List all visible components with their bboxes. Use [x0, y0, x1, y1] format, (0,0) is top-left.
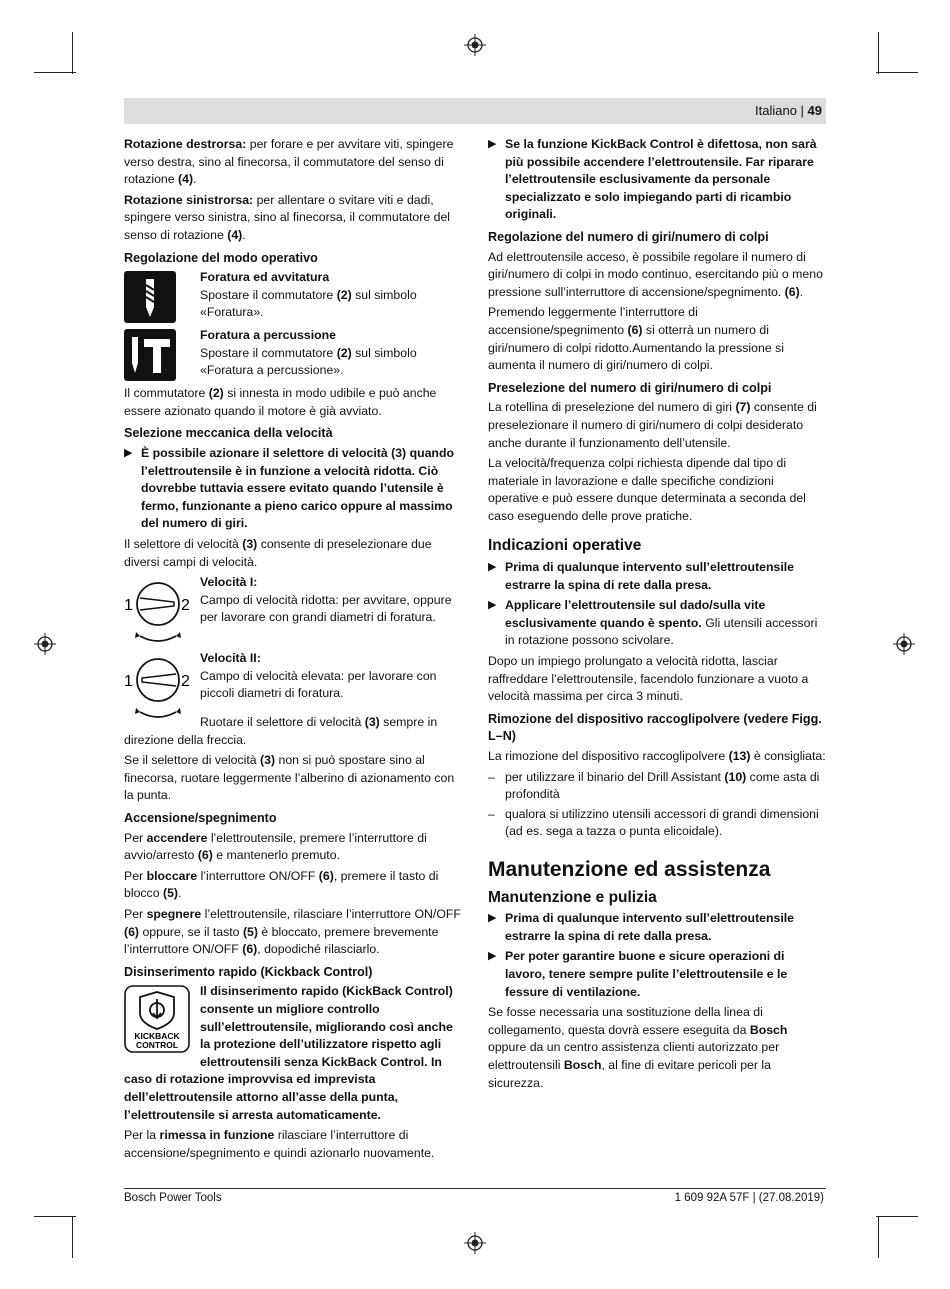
heading-dust: Rimozione del dispositivo raccoglipolvere (vedere Figg. L–N)	[488, 711, 822, 744]
svg-text:1: 1	[124, 673, 133, 691]
tip-apply-off: ▶ Applicare l’elettroutensile sul dado/sulla vite esclusivamente quando è spento. Gli utensili accessori in rotazione possono scivolare.	[488, 598, 818, 648]
clean-keep-clean: ▶ Per poter garantire buone e sicure operazioni di lavoro, tenere sempre pulite l’elettroutensile e le fessure di ventilazione.	[488, 949, 788, 999]
arrow-bullet-icon: ▶	[488, 912, 497, 925]
heading-onoff: Accensione/spegnimento	[124, 811, 277, 826]
svg-text:2: 2	[181, 597, 190, 615]
mode-drill-row: Foratura ed avvitatura Spostare il commutatore (2) sul simbolo «Foratura».	[124, 269, 462, 327]
dust-item-2: – qualora si utilizzino utensili accessori di grandi dimensioni (ad es. sega a tazza o punta elicoidale).	[488, 806, 819, 839]
arrow-bullet-icon: ▶	[488, 599, 497, 612]
heading-mode: Regolazione del modo operativo	[124, 250, 318, 265]
heading-cleaning: Manutenzione e pulizia	[488, 888, 657, 906]
left-column	[124, 136, 462, 1165]
switch-off: Per spegnere l’elettroutensile, rilasciare l’interruttore ON/OFF (6) oppure, se il tasto (5) è bloccato, premere brevemente l’interruttore ON/OFF (6), dopodiché rilasciarlo.	[124, 907, 461, 957]
heading-kickback: Disinserimento rapido (Kickback Control)	[124, 964, 373, 979]
drill-symbol-icon	[124, 271, 176, 323]
crop-mark	[34, 1216, 76, 1217]
mode-impact-row: Foratura a percussione Spostare il commutatore (2) sul simbolo «Foratura a percussione».	[124, 327, 462, 385]
speed2-row: 1 2 Velocità II: Campo di velocità elevata: per lavorare con piccoli diametri di foratura.	[124, 650, 462, 716]
restart-text: Per la rimessa in funzione rilasciare l’interruttore di accensione/spegnimento e quindi azionarlo nuovamente.	[124, 1128, 435, 1160]
footer-brand: Bosch Power Tools	[124, 1192, 222, 1204]
heading-rpm: Regolazione del numero di giri/numero di colpi	[488, 229, 769, 244]
crop-mark	[34, 72, 76, 73]
kickback-text: Il disinserimento rapido (KickBack Control) consente un migliore controllo sull’elettroutensile, migliorando così anche la protezione dell’utilizzatore rispetto agli elettroutensili senza KickBack Control. In caso di rotazione improvvisa ed imprevista dell’elettroutensile attorno all’asse della punta, l’elettroutensile si arresta automaticamente.	[124, 984, 453, 1122]
dust-item-1: – per utilizzare il binario del Drill Assistant (10) come asta di profondità	[488, 769, 820, 802]
footer-rule	[124, 1188, 826, 1189]
paragraph-left-rotation: Rotazione sinistrorsa: per allentare o svitare viti e dadi, spingere verso sinistra, sino al finecorsa, il commutatore del senso di rotazione (4).	[124, 192, 451, 242]
page-number: 49	[807, 103, 822, 118]
arrow-bullet-icon: ▶	[124, 446, 133, 459]
cool-down-text: Dopo un impiego prolungato a velocità ridotta, lasciar raffreddare l’elettroutensile, facendolo funzionare a vuoto a velocità massima per circa 3 minuti.	[488, 654, 809, 704]
heading-speed: Selezione meccanica della velocità	[124, 426, 333, 441]
preset-text: La rotellina di preselezione del numero di giri (7) consente di preselezionare il numero di giri/numero di colpi desiderato anche durante il funzionamento dell’utensile.	[488, 400, 817, 450]
dust-text: La rimozione del dispositivo raccoglipolvere (13) è consigliata:	[488, 749, 826, 763]
crop-mark	[878, 1216, 879, 1258]
page-header-bar	[124, 98, 826, 124]
kickback-defect-warning: ▶ Se la funzione KickBack Control è difettosa, non sarà più possibile accendere l’elettroutensile. Far riparare l’elettroutensile esclusivamente da personale specializzato e solo impiegando parti di ricambio originali.	[488, 137, 817, 222]
registration-mark-icon	[464, 34, 486, 56]
svg-text:1: 1	[124, 597, 133, 615]
paragraph-right-rotation: Rotazione destrorsa: per forare e per avvitare viti, spingere verso destra, sino al finecorsa, il commutatore del senso di rotazione (4).	[124, 137, 454, 187]
heading-maintenance: Manutenzione ed assistenza	[488, 857, 771, 881]
preset-text-2: La velocità/frequenza colpi richiesta dipende dal tipo di materiale in lavorazione e dalle specifiche condizioni operative e può essere dunque determinata a seconda del caso eseguendo delle prove pratiche.	[488, 456, 806, 523]
mode-note: Il commutatore (2) si innesta in modo udibile e può anche essere azionato quando il motore è già avviato.	[124, 386, 437, 418]
arrow-bullet-icon: ▶	[488, 138, 497, 150]
footer-doc-number: 1 609 92A 57F | (27.08.2019)	[674, 1192, 824, 1204]
svg-text:2: 2	[181, 673, 190, 691]
speed1-text: Campo di velocità ridotta: per avvitare, oppure per lavorare con grandi diametri di foratura.	[200, 592, 452, 625]
kickback-control-logo-icon	[124, 985, 190, 1053]
speed-intro: Il selettore di velocità (3) consente di preselezionare due diversi campi di velocità.	[124, 536, 432, 569]
tip-unplug: ▶ Prima di qualunque intervento sull’elettroutensile estrarre la spina di rete dalla presa.	[488, 560, 795, 592]
speed-stuck: Se il selettore di velocità (3) non si può spostare sino al finecorsa, ruotare leggermente l’alberino di azionamento con la punta.	[124, 753, 455, 803]
heading-tips: Indicazioni operative	[488, 537, 642, 555]
arrow-bullet-icon: ▶	[488, 950, 497, 963]
kickback-logo-line2: CONTROL	[135, 1040, 179, 1051]
crop-mark	[876, 72, 918, 73]
right-column	[488, 136, 826, 1095]
kickback-logo-line1: KICKBACK	[134, 1031, 180, 1042]
rpm-text: Ad elettroutensile acceso, è possibile regolare il numero di giri/numero di colpi in modo continuo, esercitando più o meno pressione sull’interruttore di accensione/spegnimento. (6).	[488, 249, 823, 299]
speed1-row: 1 2 Velocità I: Campo di velocità ridotta: per avvitare, oppure per lavorare con grandi diametri di foratura.	[124, 574, 462, 646]
registration-mark-icon	[893, 633, 915, 655]
cord-replacement-text: Se fosse necessaria una sostituzione della linea di collegamento, questa dovrà essere eseguita da Bosch oppure da un centro assistenza clienti autorizzato per elettroutensili Bosch, al fine di evitare pericoli per la sicurezza.	[488, 1005, 788, 1090]
crop-mark	[72, 1216, 73, 1258]
arrow-bullet-icon: ▶	[488, 561, 497, 574]
speed-warning: ▶ È possibile azionare il selettore di velocità (3) quando l’elettroutensile è in funzione a velocità ridotta. Ciò dovrebbe tuttavia essere evitato quando l’utensile è fermo, funzionante a pieno carico oppure al massimo del numero di giri.	[124, 445, 454, 531]
impact-drill-symbol-icon	[124, 329, 176, 381]
crop-mark	[878, 32, 879, 74]
crop-mark	[72, 32, 73, 74]
speed-rotate: Ruotare il selettore di velocità (3) sempre in direzione della freccia.	[124, 715, 438, 747]
registration-mark-icon	[34, 633, 56, 655]
registration-mark-icon	[464, 1232, 486, 1254]
switch-on: Per accendere l’elettroutensile, premere l’interruttore di avvio/arresto (6) e mantenerlo premuto.	[124, 830, 427, 863]
gear-selector-speed2-icon	[124, 656, 192, 720]
page-header: Italiano | 49	[755, 103, 822, 118]
rpm-text-2: Premendo leggermente l’interruttore di accensione/spegnimento (6) si otterrà un numero di giri/numero di colpi ridotto.Aumentando la pressione si aumenta il numero di giri/numero di colpi.	[488, 305, 784, 373]
mode-drill-text: Spostare il commutatore (2) sul simbolo «Foratura».	[200, 287, 417, 320]
header-language: Italiano	[755, 103, 797, 118]
clean-unplug: ▶ Prima di qualunque intervento sull’elettroutensile estrarre la spina di rete dalla presa.	[488, 911, 795, 943]
crop-mark	[876, 1216, 918, 1217]
switch-lock: Per bloccare l’interruttore ON/OFF (6), premere il tasto di blocco (5).	[124, 868, 439, 901]
speed2-text: Campo di velocità elevata: per lavorare con piccoli diametri di foratura.	[200, 668, 437, 701]
heading-preset: Preselezione del numero di giri/numero di colpi	[488, 380, 772, 395]
gear-selector-speed1-icon	[124, 580, 192, 644]
mode-impact-text: Spostare il commutatore (2) sul simbolo «Foratura a percussione».	[200, 345, 417, 378]
kickback-block	[124, 983, 462, 1124]
